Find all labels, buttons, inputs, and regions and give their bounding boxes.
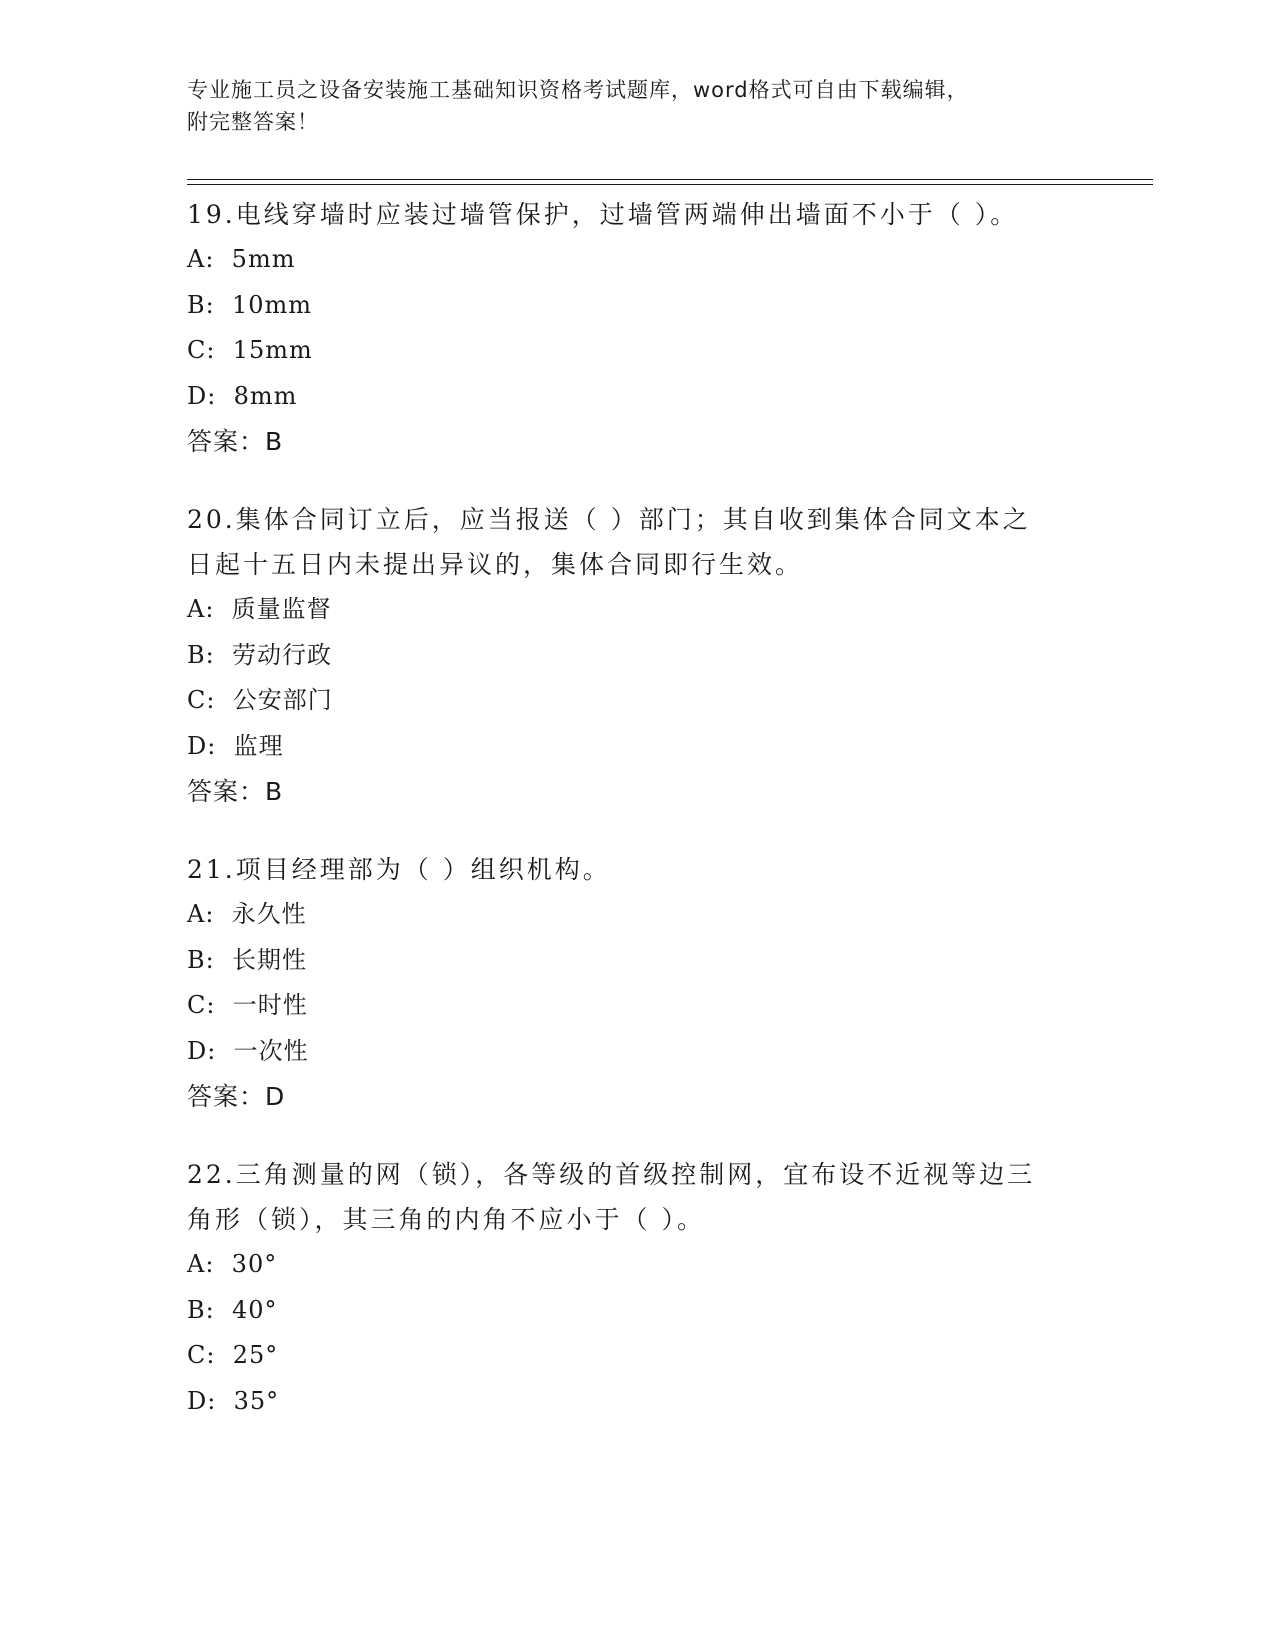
option-b: B: 长期性 [187,945,307,974]
header-divider-bottom [187,184,1153,185]
question-20 [187,497,1087,814]
document-header [187,74,1087,138]
question-stem: 19.电线穿墙时应装过墙管保护，过墙管两端伸出墙面不小于（ ）。 [187,200,1019,229]
question-stem: 21.项目经理部为（ ）组织机构。 [187,855,611,884]
option-c: C: 15mm [187,336,313,364]
question-19 [187,192,1087,464]
question-21 [187,847,1087,1119]
question-list [187,192,1087,1457]
answer-label: 答案：B [187,777,284,806]
option-b: B: 劳动行政 [187,640,332,669]
option-a: A: 30° [187,1250,278,1278]
option-d: D: 一次性 [187,1036,309,1065]
option-d: D: 监理 [187,731,284,760]
question-stem-line-1: 20.集体合同订立后，应当报送（ ）部门；其自收到集体合同文本之 [187,505,1031,534]
option-d: D: 35° [187,1386,280,1415]
header-line-2: 附完整答案！ [187,110,319,134]
option-c: C: 一时性 [187,991,308,1019]
question-stem-line-1: 22.三角测量的网（锁），各等级的首级控制网，宜布设不近视等边三 [187,1160,1036,1189]
question-stem-line-2: 角形（锁），其三角的内角不应小于（ ）。 [187,1205,705,1234]
option-b: B: 40° [187,1295,278,1324]
option-c: C: 25° [187,1341,279,1369]
option-c: C: 公安部门 [187,686,333,714]
question-22 [187,1152,1087,1424]
option-b: B: 10mm [187,290,313,319]
option-d: D: 8mm [187,381,298,410]
option-a: A: 永久性 [187,900,307,928]
header-divider-top [187,179,1153,180]
answer-label: 答案：B [187,427,284,456]
answer-label: 答案：D [187,1082,286,1111]
option-a: A: 5mm [187,245,296,273]
header-line-1: 专业施工员之设备安装施工基础知识资格考试题库，word格式可自由下载编辑， [187,78,969,102]
option-a: A: 质量监督 [187,595,332,623]
question-stem-line-2: 日起十五日内未提出异议的，集体合同即行生效。 [187,550,804,579]
